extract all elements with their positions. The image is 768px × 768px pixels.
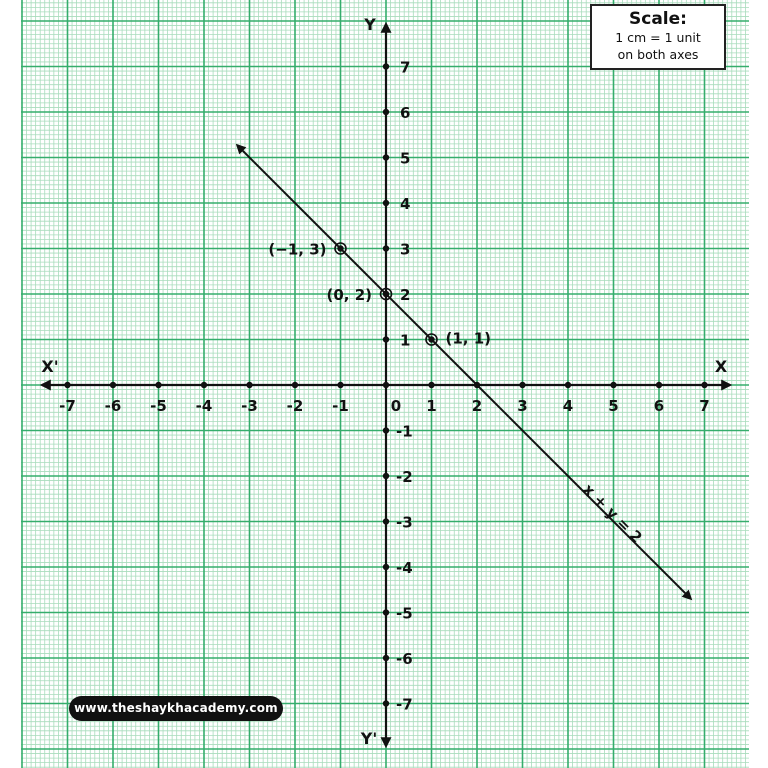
x-tick-dot xyxy=(246,382,252,388)
page-margin xyxy=(0,0,20,768)
website-url-badge[interactable]: www.theshaykhacademy.com xyxy=(69,696,283,721)
x-tick-dot xyxy=(565,382,571,388)
x-neg-axis-label: X' xyxy=(41,357,59,376)
scale-line-1: 1 cm = 1 unit xyxy=(615,30,701,45)
y-tick-label: -7 xyxy=(396,695,413,714)
x-tick-dot xyxy=(155,382,161,388)
scale-title: Scale: xyxy=(629,9,687,29)
x-tick-label: -2 xyxy=(286,397,304,415)
y-tick-label: -6 xyxy=(396,650,413,668)
y-tick-dot xyxy=(383,427,389,433)
x-axis-label: X xyxy=(714,357,728,376)
x-tick-dot xyxy=(701,382,707,388)
x-tick-dot xyxy=(610,382,616,388)
y-tick-dot xyxy=(383,336,389,342)
y-neg-axis-label: Y' xyxy=(360,729,378,748)
x-tick-dot xyxy=(428,382,434,388)
x-tick-dot xyxy=(337,382,343,388)
scale-legend-box xyxy=(590,4,726,70)
x-tick-label: 4 xyxy=(562,397,574,415)
x-tick-label: -1 xyxy=(332,397,349,415)
axis-labels xyxy=(41,15,727,748)
y-tick-dot xyxy=(383,63,389,69)
y-tick-dot xyxy=(383,154,389,160)
x-tick-dot xyxy=(519,382,525,388)
x-tick-label: -7 xyxy=(59,397,76,415)
y-tick-label: 2 xyxy=(400,286,411,304)
y-axis-label: Y xyxy=(364,15,376,34)
equation-label: x + y = 2 xyxy=(579,480,646,547)
point-label: (0, 2) xyxy=(326,286,372,304)
y-tick-label: 1 xyxy=(400,331,411,350)
x-tick-dot xyxy=(656,382,662,388)
y-tick-dot xyxy=(383,473,389,479)
y-tick-dot xyxy=(383,109,389,115)
x-tick-dot xyxy=(64,382,70,388)
x-tick-label: 3 xyxy=(517,397,528,415)
y-tick-dot xyxy=(383,245,389,251)
point-dot xyxy=(383,291,389,297)
y-tick-label: 3 xyxy=(400,240,411,259)
x-tick-label: -5 xyxy=(150,397,167,415)
scale-line-2: on both axes xyxy=(617,47,699,62)
x-tick-label: -3 xyxy=(241,397,258,415)
point-dot xyxy=(337,245,343,251)
x-tick-dot xyxy=(292,382,298,388)
y-tick-dot xyxy=(383,700,389,706)
y-tick-label: -3 xyxy=(396,513,413,532)
x-tick-label: 7 xyxy=(699,397,710,415)
y-tick-label: 5 xyxy=(400,149,411,168)
y-tick-label: -1 xyxy=(396,422,413,441)
y-tick-dot xyxy=(383,564,389,570)
x-tick-label: 0 xyxy=(390,397,402,415)
x-tick-dot xyxy=(201,382,207,388)
y-tick-label: 6 xyxy=(400,104,411,122)
x-tick-label: 1 xyxy=(426,397,437,415)
y-tick-dot xyxy=(383,518,389,524)
y-tick-label: 7 xyxy=(400,58,411,77)
y-tick-dot xyxy=(383,200,389,206)
x-tick-dot xyxy=(110,382,116,388)
y-tick-dot xyxy=(383,655,389,661)
x-tick-label: -4 xyxy=(195,397,213,415)
y-tick-label: -2 xyxy=(396,468,413,486)
x-tick-label: 6 xyxy=(653,397,665,415)
x-tick-dot xyxy=(383,382,389,388)
y-tick-label: 4 xyxy=(400,195,411,213)
point-label: (1, 1) xyxy=(445,329,492,348)
y-tick-label: -4 xyxy=(396,559,413,577)
x-tick-label: 5 xyxy=(608,397,619,415)
x-tick-label: -6 xyxy=(104,397,122,415)
x-tick-label: 2 xyxy=(471,397,483,415)
y-tick-dot xyxy=(383,609,389,615)
point-dot xyxy=(428,336,434,342)
y-tick-label: -5 xyxy=(396,604,413,623)
point-label: (−1, 3) xyxy=(268,240,327,259)
